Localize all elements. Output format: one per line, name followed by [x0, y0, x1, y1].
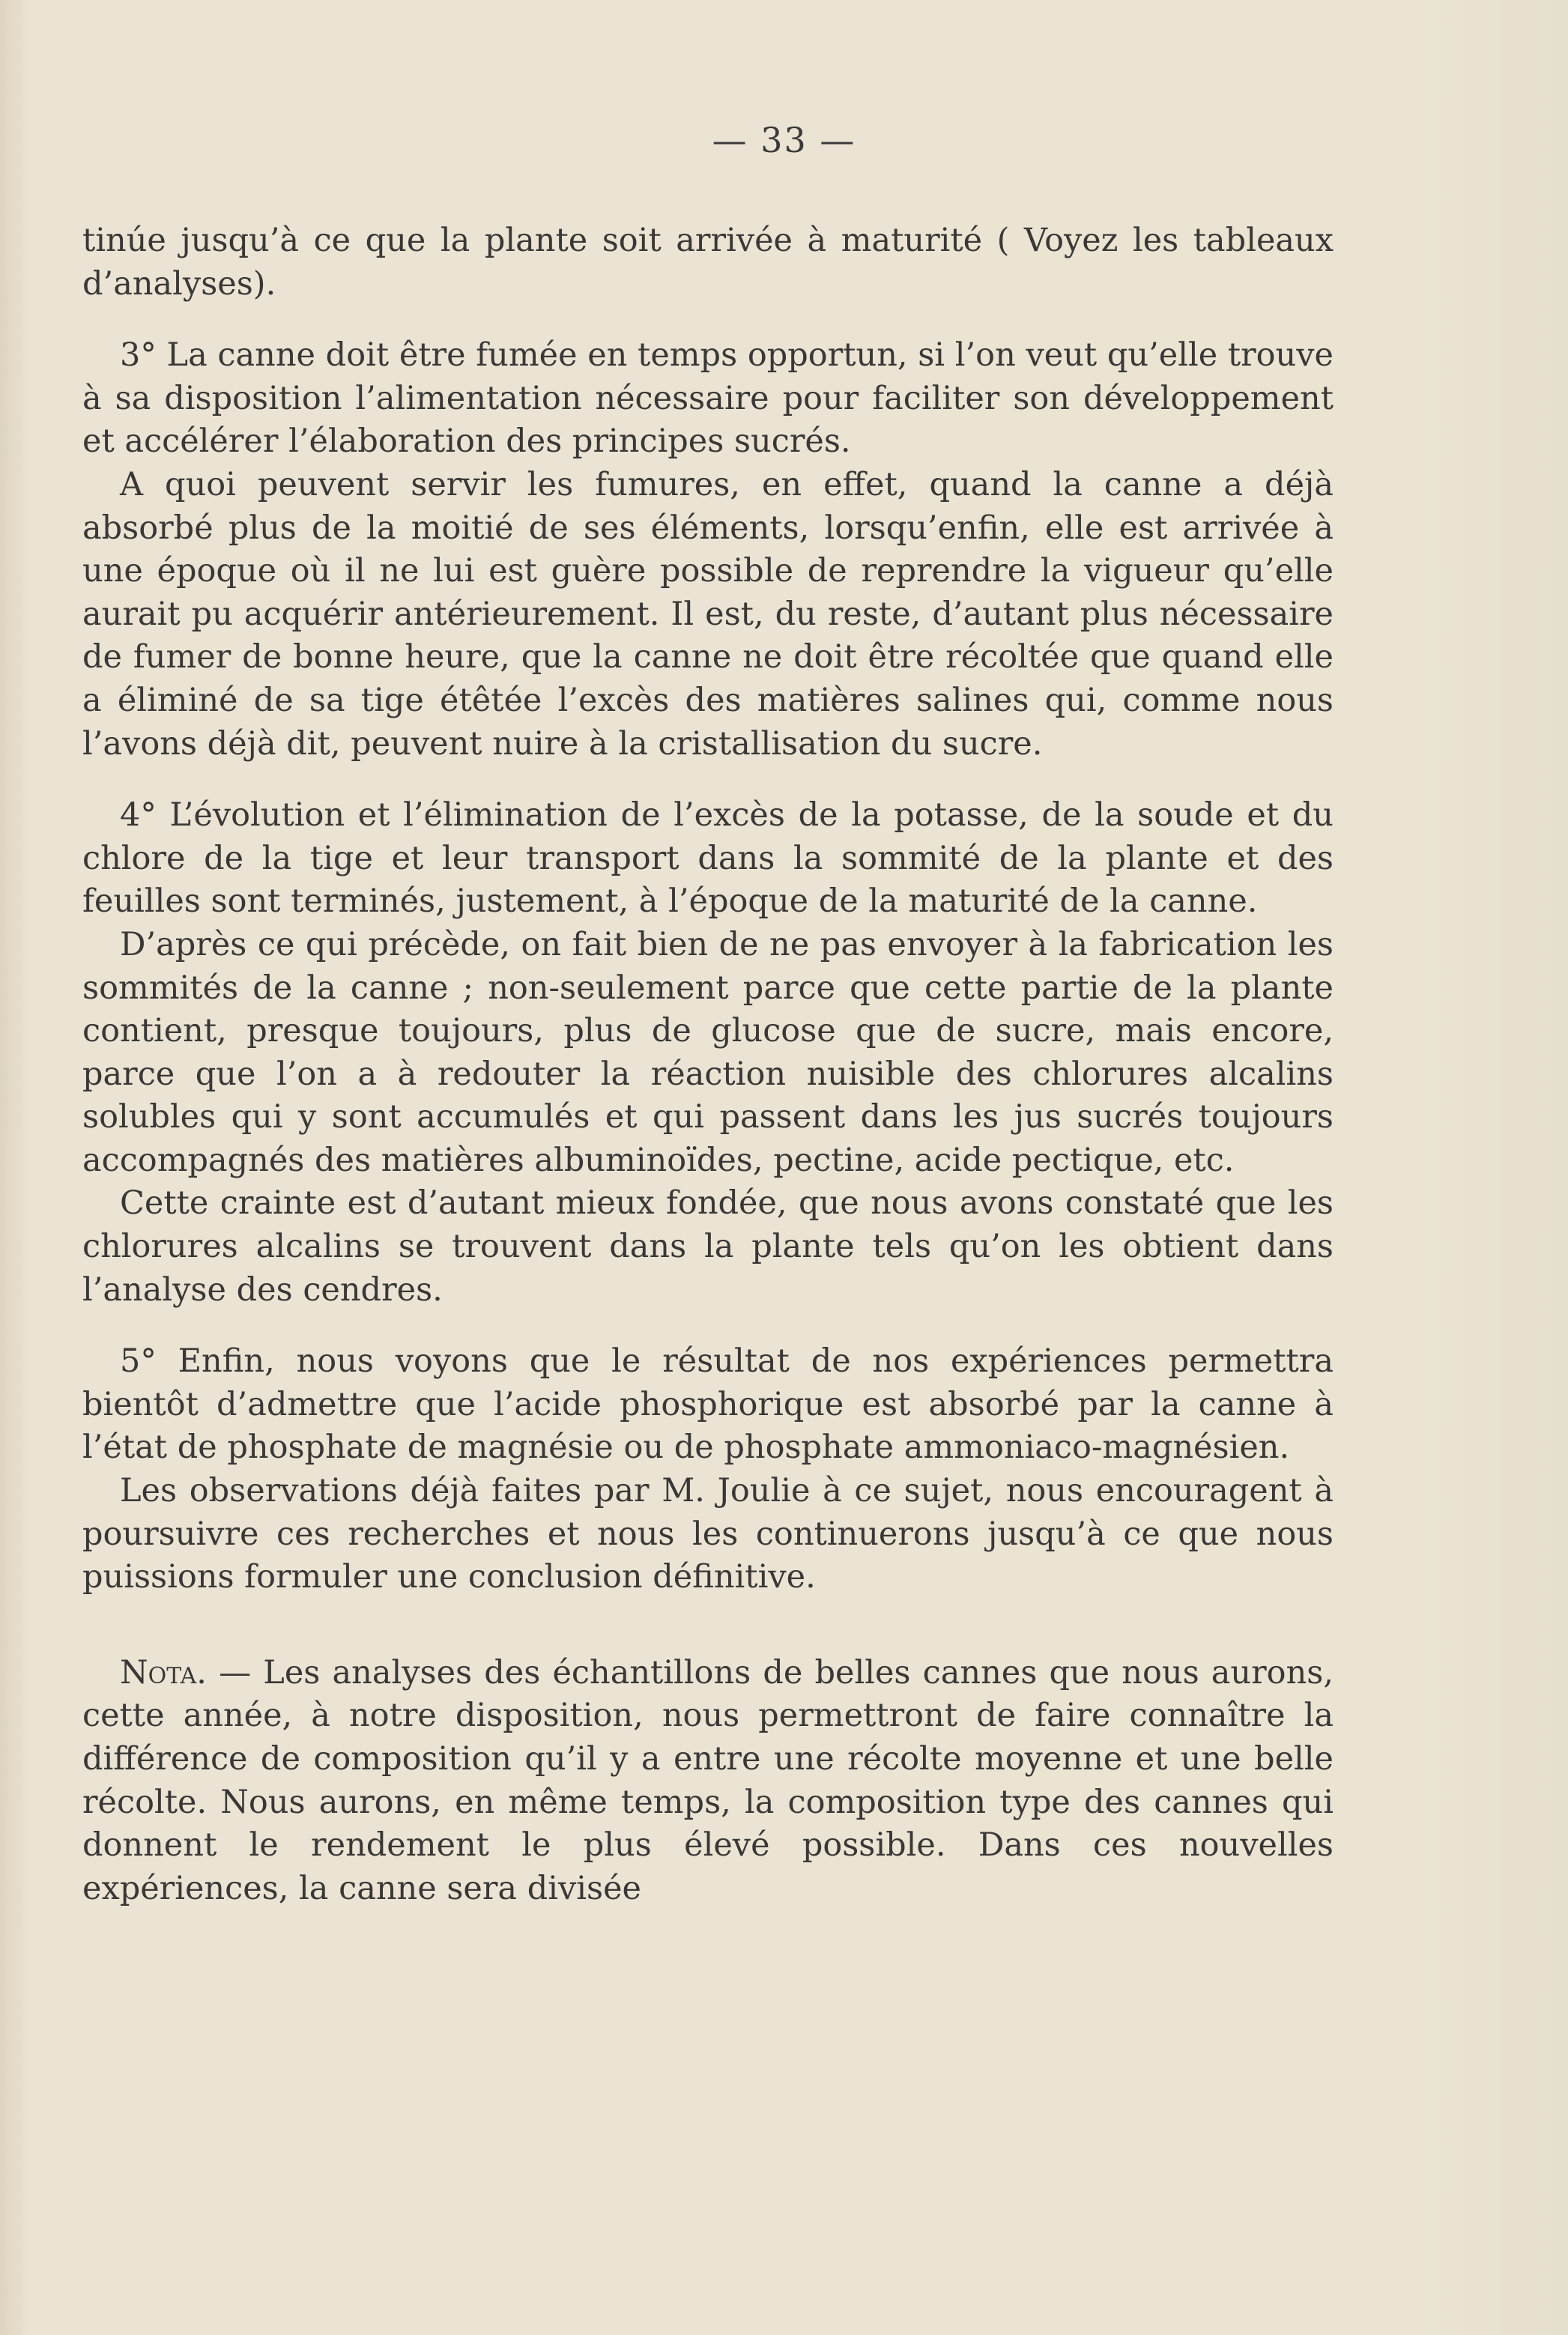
body-text: [82, 219, 1334, 1910]
paragraph-fumures: A quoi peuvent servir les fumures, en effet, quand la canne a déjà absorbé plus de la moitié de ses éléments, lorsqu’enfin, elle est arrivée à une époque où il ne lui est guère possible de reprendre la vigueur qu’elle aurait pu acquérir antérieurement. Il est, du reste, d’autant plus nécessaire de fumer de bonne heure, que la canne ne doit être récoltée que quand elle a éliminé de sa tige étêtée l’excès des matières salines qui, comme nous l’avons déjà dit, peuvent nuire à la cristallisation du sucre.: [82, 465, 1334, 763]
paragraph-point-4: 4° L’évolution et l’élimination de l’excès de la potasse, de la soude et du chlore de la tige et leur transport dans la sommité de la plante et des feuilles sont terminés, justement, à l’époque de la maturité de la canne.: [82, 796, 1334, 921]
paragraph-continuation: tinúe jusqu’à ce que la plante soit arrivée à maturité ( Voyez les tableaux d’analyses).: [82, 222, 1334, 303]
nota-label: Nota.: [120, 1653, 207, 1692]
nota-text: — Les analyses des échantillons de belles cannes que nous aurons, cette année, à notre disposition, nous permettront de faire connaître la différence de composition qu’il y a entre une récolte moyenne et une belle récolte. Nous aurons, en même temps, la composition type des cannes qui donnent le rendement le plus élevé possible. Dans ces nouvelles expériences, la canne sera divisée: [82, 1653, 1334, 1907]
paragraph-nota: [82, 1652, 1334, 1911]
paragraph-crainte: Cette crainte est d’autant mieux fondée, que nous avons constaté que les chlorures alcalins se trouvent dans la plante tels qu’on les obtient dans l’analyse des cendres.: [82, 1184, 1334, 1309]
paragraph-d-apres: D’après ce qui précède, on fait bien de ne pas envoyer à la fabrication les sommités de la canne ; non-seulement parce que cette partie de la plante contient, presque toujours, plus de glucose que de sucre, mais encore, parce que l’on a à redouter la réaction nuisible des chlorures alcalins solubles qui y sont accumulés et qui passent dans les jus sucrés toujours accompagnés des matières albuminoïdes, pectine, acide pectique, etc.: [82, 925, 1334, 1179]
paragraph-observations: Les observations déjà faites par M. Joulie à ce sujet, nous encouragent à poursuivre ces recherches et nous les continuerons jusqu’à ce que nous puissions formuler une conclusion définitive.: [82, 1472, 1334, 1596]
paragraph-point-3: 3° La canne doit être fumée en temps opportun, si l’on veut qu’elle trouve à sa disposition l’alimentation nécessaire pour faciliter son développement et accélérer l’élaboration des principes sucrés.: [82, 336, 1334, 461]
page-number: — 33 —: [712, 120, 856, 160]
paragraph-point-5: 5° Enfin, nous voyons que le résultat de nos expériences permettra bientôt d’admettre que l’acide phosphorique est absorbé par la canne à l’état de phosphate de magnésie ou de phosphate ammoniaco-magnésien.: [82, 1342, 1334, 1467]
